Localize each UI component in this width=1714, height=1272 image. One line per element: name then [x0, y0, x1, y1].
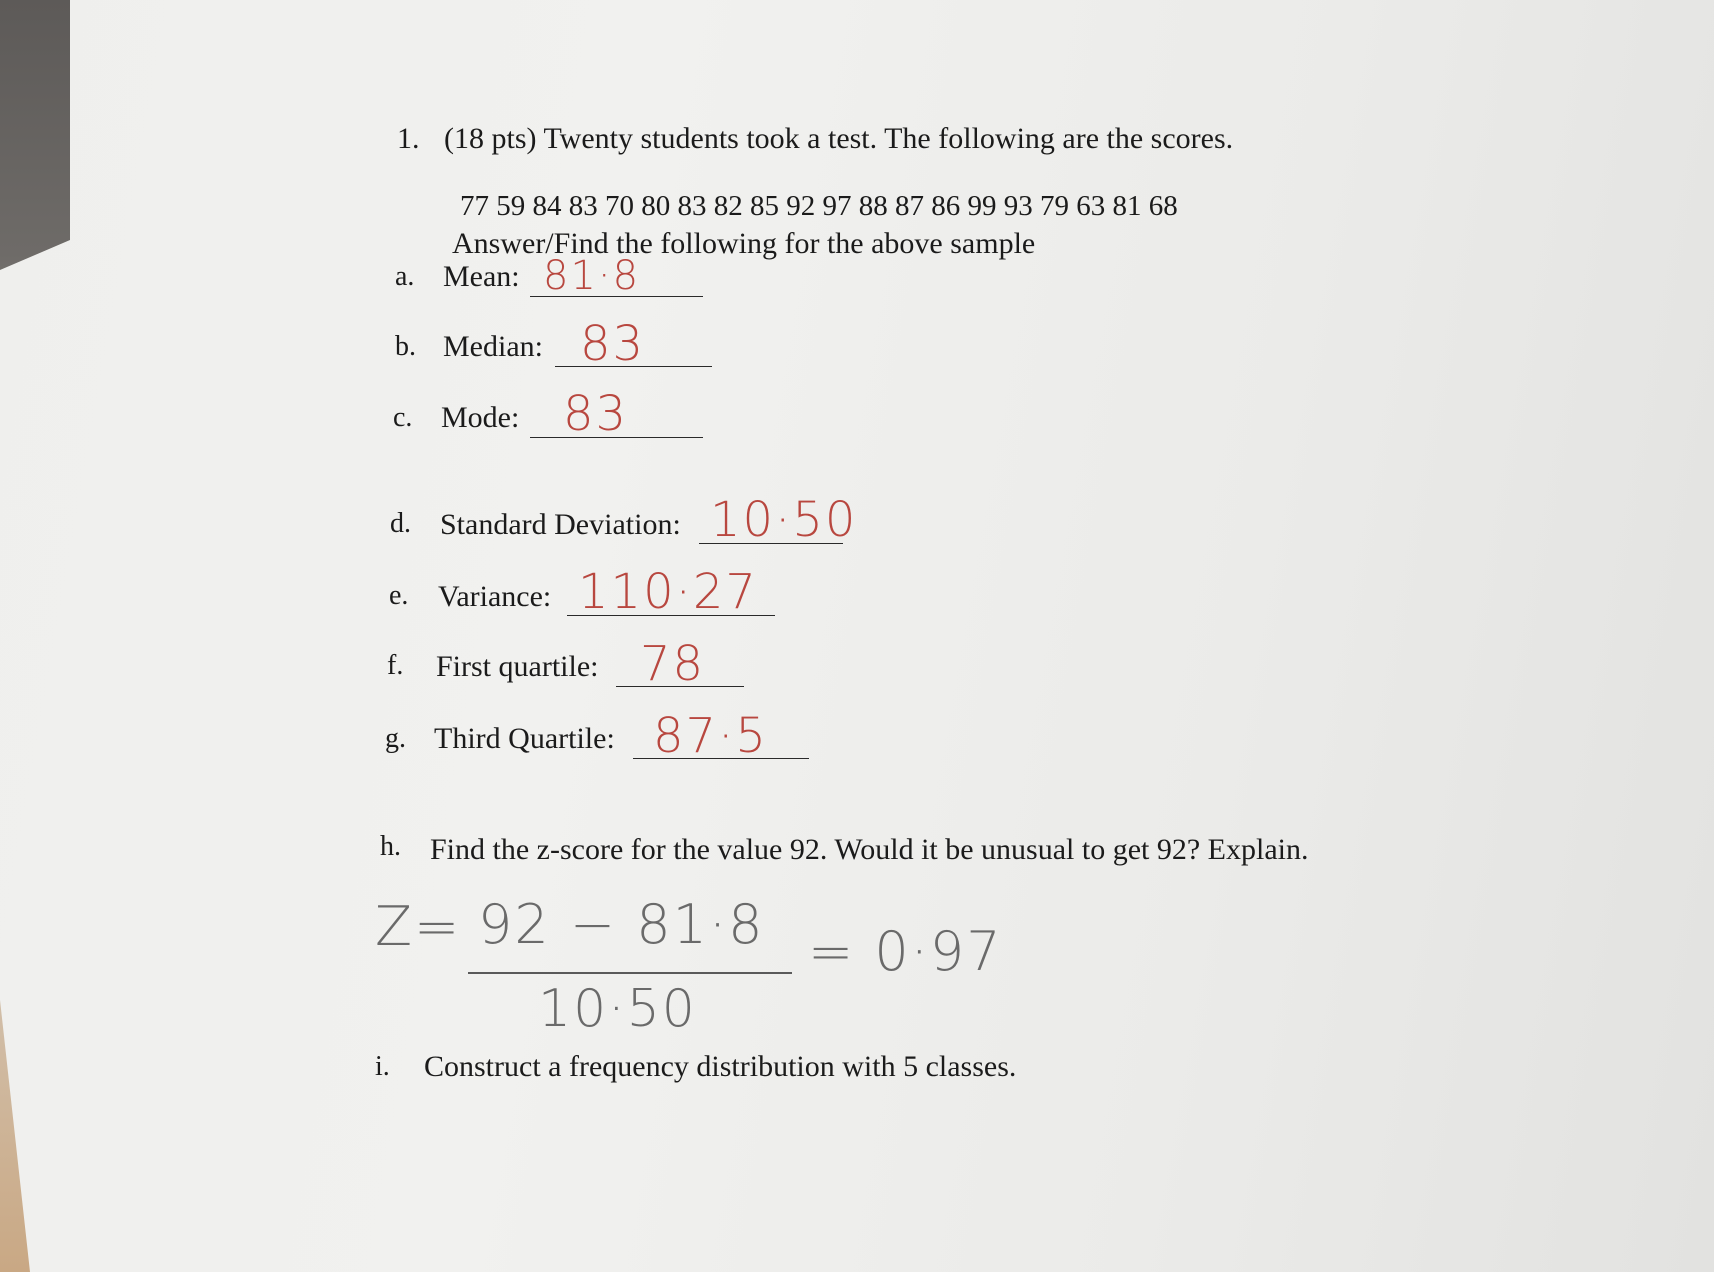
- part-h-letter: h.: [380, 831, 401, 862]
- part-b-answer: 83: [580, 316, 646, 372]
- scores-list: 77 59 84 83 70 80 83 82 85 92 97 88 87 86 99 93 79 63 81 68: [460, 190, 1178, 222]
- part-g-answer: 87·5: [653, 708, 768, 764]
- part-e-letter: e.: [389, 580, 409, 611]
- zscore-denominator: 10·50: [538, 979, 697, 1039]
- part-i-letter: i.: [375, 1051, 390, 1082]
- part-d-label: Standard Deviation:: [440, 508, 681, 541]
- part-f-letter: f.: [387, 650, 404, 681]
- zscore-numerator: 92 − 81·8: [478, 893, 765, 956]
- question-number: 1.: [397, 122, 420, 155]
- zscore-lhs: Z=: [375, 895, 462, 958]
- part-b-label: Median:: [443, 330, 543, 363]
- part-g-letter: g.: [385, 723, 406, 754]
- part-g-label: Third Quartile:: [434, 722, 615, 755]
- part-e-answer: 110·27: [578, 564, 758, 620]
- part-a-answer: 81·8: [543, 253, 641, 299]
- part-h-text: Find the z-score for the value 92. Would it be unusual to get 92? Explain.: [430, 833, 1309, 866]
- zscore-fraction-bar: [468, 972, 792, 974]
- part-b-letter: b.: [395, 331, 416, 362]
- part-f-answer: 78: [640, 636, 706, 692]
- part-a-letter: a.: [395, 261, 415, 292]
- part-d-letter: d.: [390, 508, 411, 539]
- instruction-text: Answer/Find the following for the above sample: [452, 227, 1036, 260]
- part-a-label: Mean:: [443, 260, 520, 293]
- part-e-label: Variance:: [438, 580, 552, 613]
- part-c-answer: 83: [563, 386, 629, 442]
- part-c-label: Mode:: [441, 401, 520, 434]
- part-c-letter: c.: [393, 402, 413, 433]
- part-f-label: First quartile:: [436, 650, 599, 683]
- question-prompt: (18 pts) Twenty students took a test. The following are the scores.: [444, 122, 1234, 155]
- part-d-answer: 10·50: [710, 492, 858, 548]
- zscore-result: = 0·97: [808, 920, 1003, 983]
- part-i-text: Construct a frequency distribution with 5 classes.: [424, 1050, 1017, 1083]
